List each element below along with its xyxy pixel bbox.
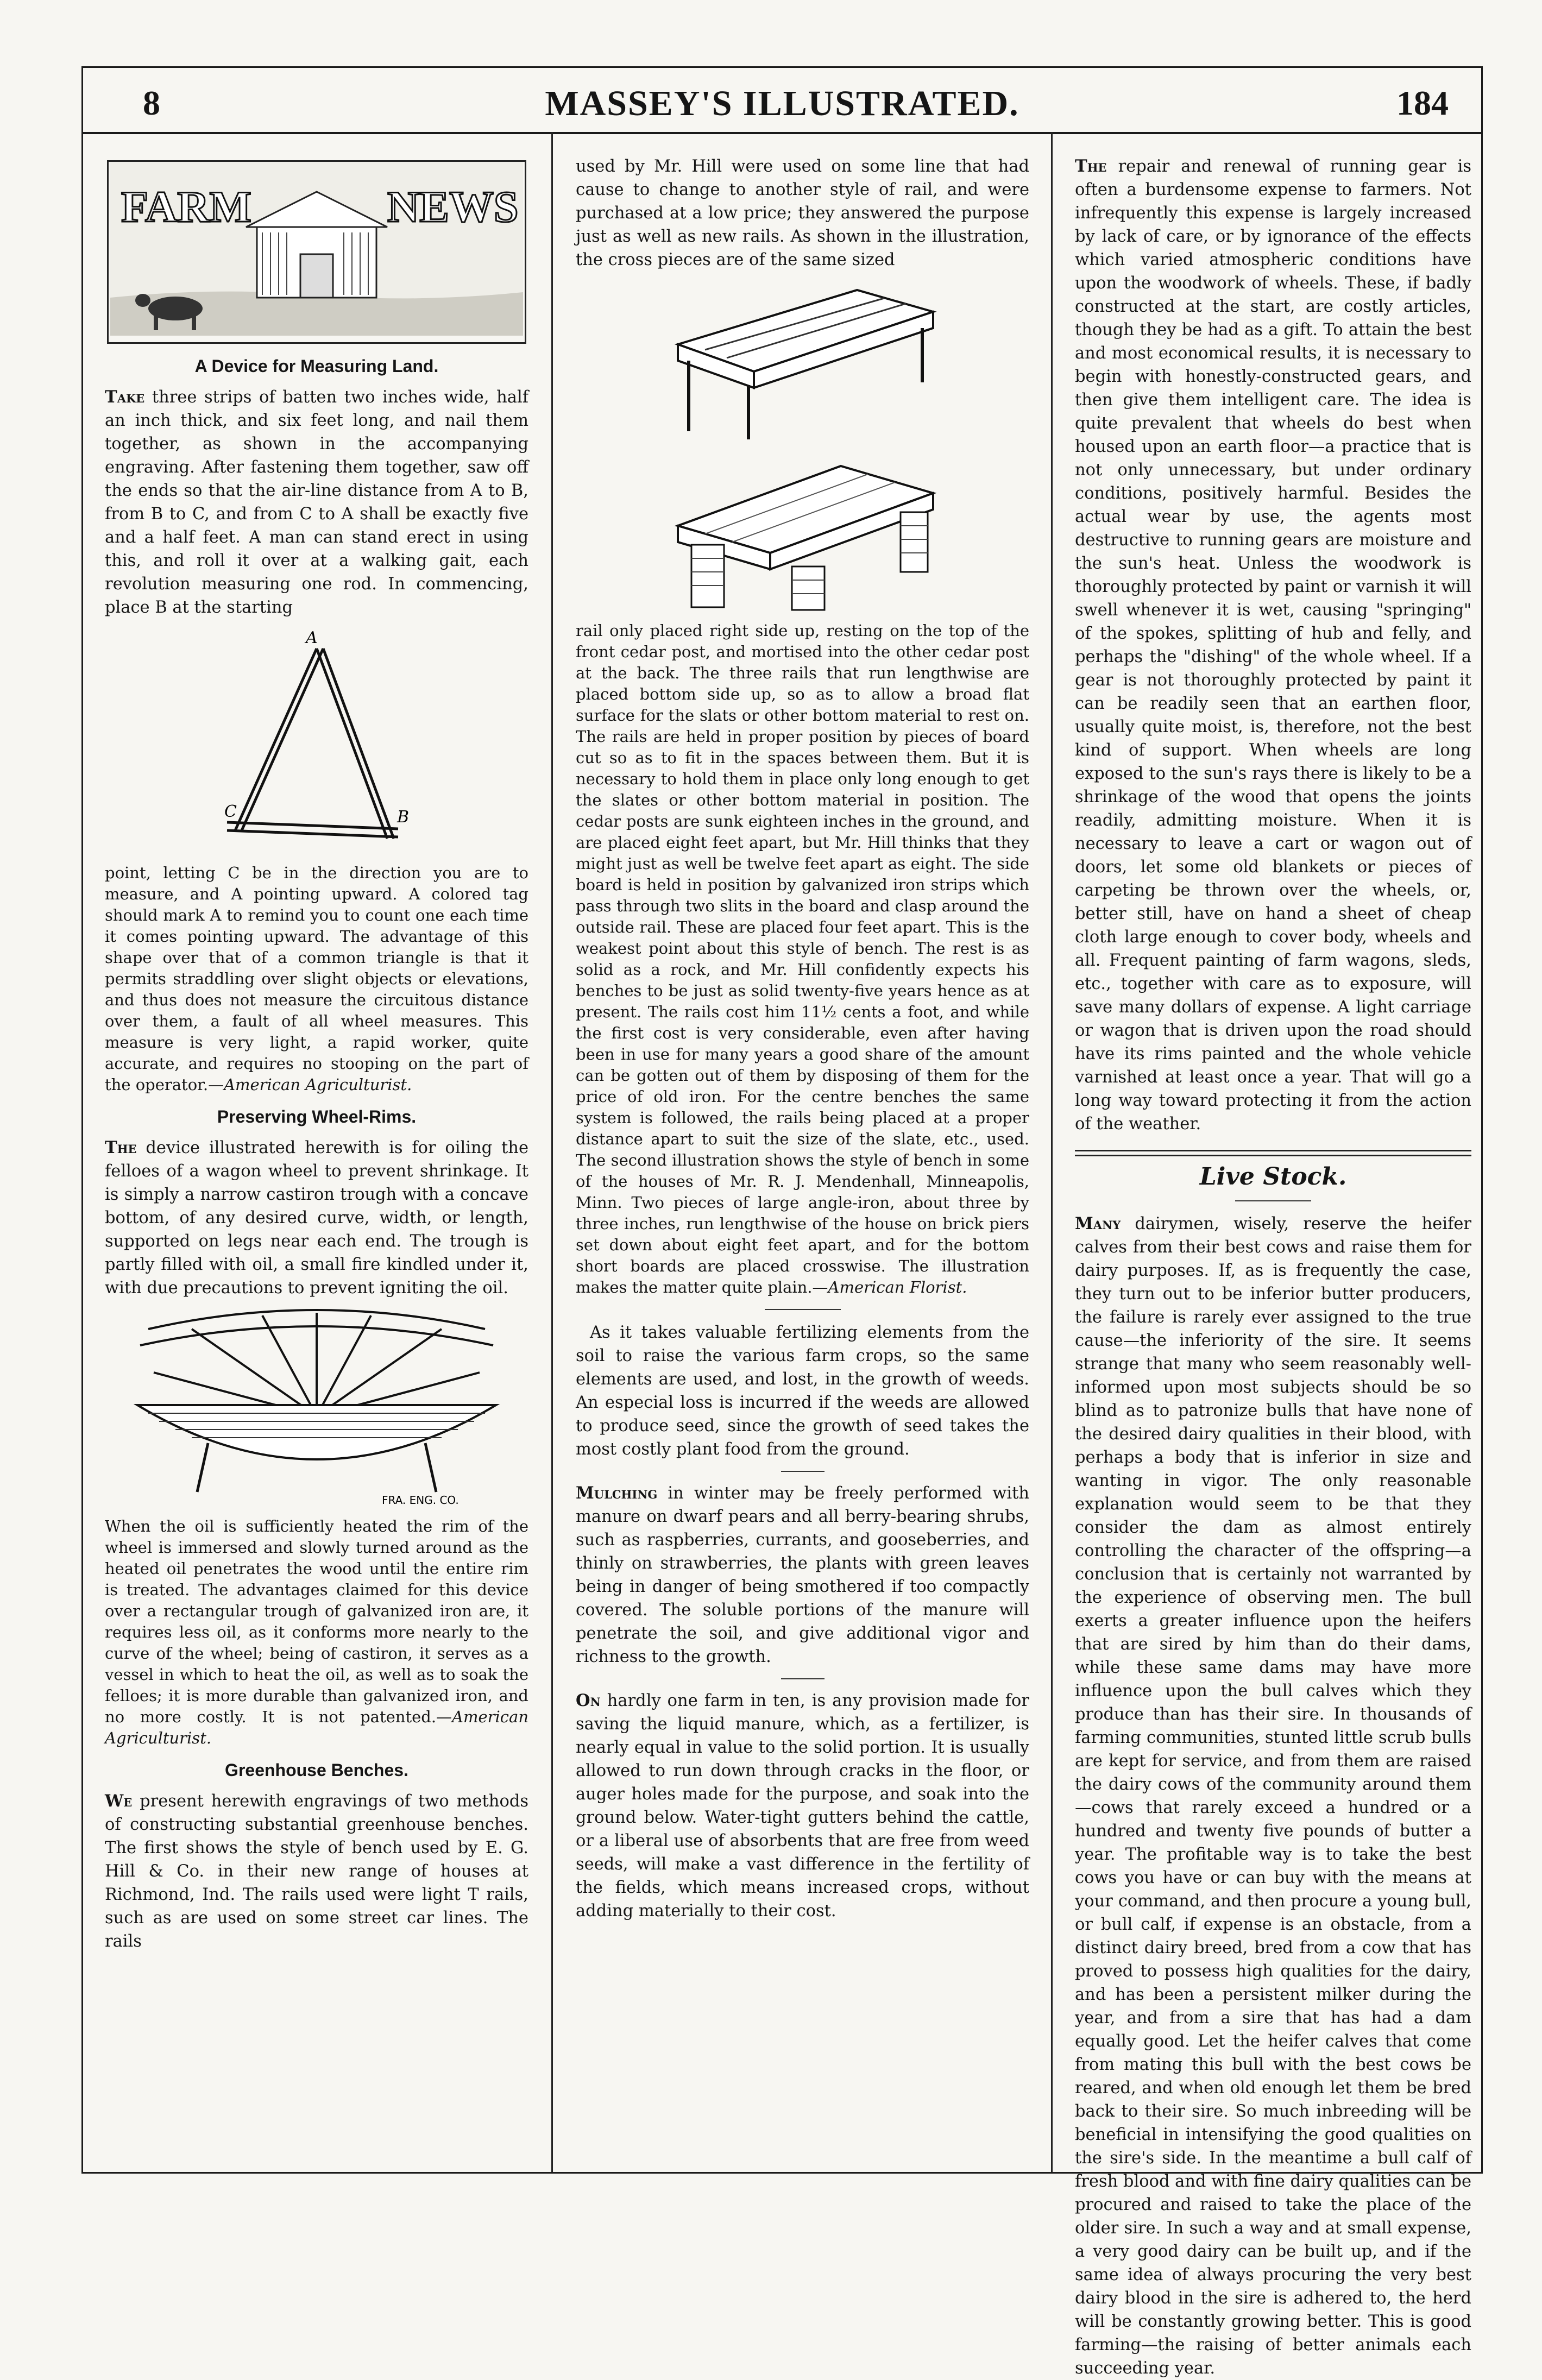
fig-label-a: A bbox=[306, 628, 318, 647]
column-rule bbox=[1051, 132, 1053, 2172]
article-paragraph: point, letting C be in the direction you are to measure, and A pointing upward. A colored tag should mark A to remind you to count one each time it comes pointing upward. The advantage of this shape over that of a common triangle is that it permits straddling over slight objects or elevations, and thus does not measure the circuitous distance over them, a fault of all wheel measures. This measure is very light, a rapid worker, quite accurate, and requires no stooping on the part of the operator.—American Agriculturist. bbox=[105, 864, 528, 1094]
article-paragraph: The device illustrated herewith is for oiling the felloes of a wagon wheel to prevent shrinkage. It is simply a narrow castiron trough with a concave bottom, of any desired curve, width, or length, supported on legs near each end. The trough is partly filled with oil, a small fire kindled under it, with due precautions to prevent igniting the oil. bbox=[105, 1138, 528, 1298]
page-number-left: 8 bbox=[143, 84, 160, 122]
wheel-rim-trough-illustration bbox=[127, 1307, 507, 1508]
article-paragraph: When the oil is sufficiently heated the rim of the wheel is immersed and slowly turned around as the heated oil penetrates the wood until the entire rim is treated. The advantages claimed for this device over a rectangular trough of galvanized iron are, it requires less oil, as it conforms more nearly to the curve of the wheel; being of castiron, it serves as a vessel in which to heat the oil, as well as to soak the felloes; it is more durable than galvanized iron, and no more costly. It is not patented.—American Agriculturist. bbox=[105, 1517, 528, 1747]
article-paragraph: As it takes valuable fertilizing elements from the soil to raise the various farm crops, so the same elements are used, and lost, in the growth of weeds. An especial loss is incurred if the weeds are allowed to produce seed, since the growth of seed takes the most costly plant food from the ground. bbox=[576, 1323, 1029, 1459]
angle-iron-bench-illustration bbox=[662, 450, 944, 613]
column-3 bbox=[1075, 155, 1471, 2378]
article-paragraph: used by Mr. Hill were used on some line that had cause to change to another style of rail, and were purchased at a low price; they answered the purpose just as well as new rails. As shown in the illustration, the cross pieces are of the same sized bbox=[576, 157, 1029, 269]
article-paragraph: Mulching in winter may be freely performed with manure on dwarf pears and all berry-bearing shrubs, such as raspberries, currants, and gooseberries, and thinly on strawberries, the plants with green leaves being in danger of being smothered if too compactly covered. The soluble portions of the manure will penetrate the soil, and give additional vigor and richness to the growth. bbox=[576, 1483, 1029, 1666]
farm-news-illustration bbox=[109, 162, 525, 336]
triangle-measure-illustration bbox=[224, 627, 409, 855]
article-paragraph: rail only placed right side up, resting on the top of the front cedar post, and mortised into the other cedar post at the back. The three rails that run lengthwise are placed bottom side up, so as to allow a broad flat surface for the slats or other bottom material to rest on. The rails are held in proper position by pieces of board cut so as to fit in the spaces between them. But it is necessary to hold them in place only long enough to get the slates or other bottom material in position. The cedar posts are sunk eighteen inches in the ground, and are placed eight feet apart, but Mr. Hill thinks that they might just as well be twelve feet apart as eight. The side board is held in position by galvanized iron strips which pass through two slits in the board and clasp around the outside rail. These are placed four feet apart. This is the weakest point about this style of bench. The rest is as solid as a rock, and Mr. Hill confidently expects his benches to be just as solid twenty-five years hence as at present. The rails cost him 11½ cents a foot, and while the first cost is very considerable, even after having been in use for many years a good share of the amount can be gotten out of them by disposing of them for the price of old iron. For the centre benches the same system is followed, the rails being placed at a proper distance apart to suit the size of the slate, etc., used. The second illustration shows the style of bench in some of the houses of Mr. R. J. Mendenhall, Minneapolis, Minn. Two pieces of large angle-iron, about three by three inches, run lengthwise of the house on brick piers set down about eight feet apart, and for the bottom short boards are placed crosswise. The illustration makes the matter quite plain.—American Florist. bbox=[576, 621, 1029, 1296]
logo-text-farm: FARM bbox=[121, 182, 251, 231]
divider bbox=[765, 1309, 841, 1310]
engraver-caption: FRA. ENG. CO. bbox=[382, 1494, 459, 1507]
divider bbox=[1235, 1200, 1311, 1201]
divider bbox=[781, 1678, 825, 1679]
fig-label-c: C bbox=[224, 802, 237, 821]
article-paragraph: Many dairymen, wisely, reserve the heifer calves from their best cows and raise them for dairy purposes. If, as is frequently the case, they turn out to be inferior butter producers, the failure is rarely ever assigned to the true cause—the inferiority of the sire. It seems strange that many who seem reasonably well-informed upon most subjects should be so blind as to patronize bulls that have none of the desired dairy qualities in their blood, with perhaps a body that is inferior in size and wanting in vigor. The only reasonable explanation would seem to be that they consider the dam as almost entirely controlling the character of the offspring—a conclusion that is certainly not warranted by the experience of observing men. The bull exerts a greater influence upon the heifers that are sired by him than do their dams, while these same dams may have more influence upon the bull calves which they produce than has their sire. In thousands of farming communities, stunted little scrub bulls are kept for service, and from them are raised the dairy cows of the community around them—cows that rarely exceed a hundred or a hundred and twenty five pounds of butter a year. The profitable way is to take the best cows you have or can buy with the means at your command, and then procure a young bull, or bull calf, if expense is an obstacle, from a distinct dairy breed, bred from a cow that has proved to possess high qualities for the dairy, and has been a persistent milker during the year, and from a sire that has had a dam equally good. Let the heifer calves that come from mating this bull with the best cows be reared, and when old enough let them be bred back to their sire. So much inbreeding will be beneficial in intensifying the good qualities on the sire's side. In the meantime a bull calf of fresh blood and with fine dairy qualities can be procured and raised to take the place of the older sire. In such a way and at small expense, a very good dairy can be built up, and if the same idea of always procuring the very best dairy blood in the sire is adhered to, the herd will be constantly growing better. This is good farming—the raising of better animals each succeeding year. bbox=[1075, 1214, 1471, 2378]
divider bbox=[781, 1471, 825, 1472]
rail-bench-illustration bbox=[662, 279, 944, 442]
section-heading-live-stock: Live Stock. bbox=[1199, 1163, 1347, 1191]
masthead-title: MASSEY'S ILLUSTRATED. bbox=[545, 84, 1019, 123]
page-number-right: 184 bbox=[1396, 84, 1449, 122]
newspaper-page bbox=[81, 66, 1483, 2378]
page-header bbox=[83, 68, 1481, 134]
article-paragraph: We present herewith engravings of two methods of constructing substantial greenhouse benches. The first shows the style of bench used by E. G. Hill & Co. in their new range of houses at Richmond, Ind. The rails used were light T rails, such as are used on some street car lines. The rails bbox=[105, 1791, 528, 1951]
farm-news-logo bbox=[107, 160, 526, 344]
headline-wheel-rims: Preserving Wheel-Rims. bbox=[217, 1107, 417, 1126]
article-paragraph: The repair and renewal of running gear is often a burdensome expense to farmers. Not infrequently this expense is largely increased by lack of care, or by ignorance of the effects which varied atmospheric conditions have upon the woodwork of wheels. These, if badly constructed at the start, are costly articles, though they be had as a gift. To attain the best and most economical results, it is necessary to begin with honestly-constructed gears, and then give them intelligent care. The idea is quite prevalent that wheels do best when housed upon an earth floor—a practice that is not only unnecessary, but under ordinary conditions, positively harmful. Besides the actual wear by use, the agents most destructive to running gears are moisture and the sun's heat. Unless the woodwork is thoroughly protected by paint or varnish it will swell whenever it is wet, causing "springing" of the spokes, splitting of hub and felly, and perhaps the "dishing" of the whole wheel. If a gear is not thoroughly protected by paint it can be readily seen that an earthen floor, usually quite moist, is, therefore, not the best kind of support. When wheels are long exposed to the sun's rays there is likely to be a shrinkage of the wood that opens the joints readily, admitting moisture. When it is necessary to leave a cart or wagon out of doors, let some old blankets or pieces of carpeting be thrown over the wheels, or, better still, have on hand a sheet of cheap cloth large enough to cover body, wheels and all. Frequent painting of farm wagons, sleds, etc., together with care as to exposure, will save many dollars of expense. A light carriage or wagon that is driven upon the road should have its rims painted and the whole vehicle varnished at least once a year. That will go a long way toward protecting it from the action of the weather. bbox=[1075, 156, 1471, 1134]
article-paragraph: Take three strips of batten two inches wide, half an inch thick, and six feet long, and nail them together, as shown in the accompanying engraving. After fastening them together, saw off the ends so that the air-line distance from A to B, from B to C, and from C to A shall be exactly five and a half feet. A man can stand erect in using this, and roll it over at a walking gait, each revolution measuring one rod. In commencing, place B at the starting bbox=[105, 387, 528, 617]
logo-text-news: NEWS bbox=[387, 182, 519, 231]
fig-label-b: B bbox=[397, 808, 410, 827]
column-2 bbox=[576, 155, 1029, 2157]
article-paragraph: On hardly one farm in ten, is any provision made for saving the liquid manure, which, as a fertilizer, is nearly equal in value to the solid portion. It is usually allowed to run down through cracks in the floor, or auger holes made for the purpose, and soak into the ground below. Water-tight gutters behind the cattle, or a liberal use of absorbents that are free from weed seeds, will make a vast difference in the fertility of the fields, which means increased crops, without adding materially to their cost. bbox=[576, 1691, 1029, 1921]
headline-greenhouse-benches: Greenhouse Benches. bbox=[225, 1760, 408, 1780]
column-rule bbox=[551, 132, 553, 2172]
column-1 bbox=[105, 155, 528, 2157]
section-divider bbox=[1075, 1150, 1471, 1156]
headline-measuring-land: A Device for Measuring Land. bbox=[194, 356, 439, 376]
